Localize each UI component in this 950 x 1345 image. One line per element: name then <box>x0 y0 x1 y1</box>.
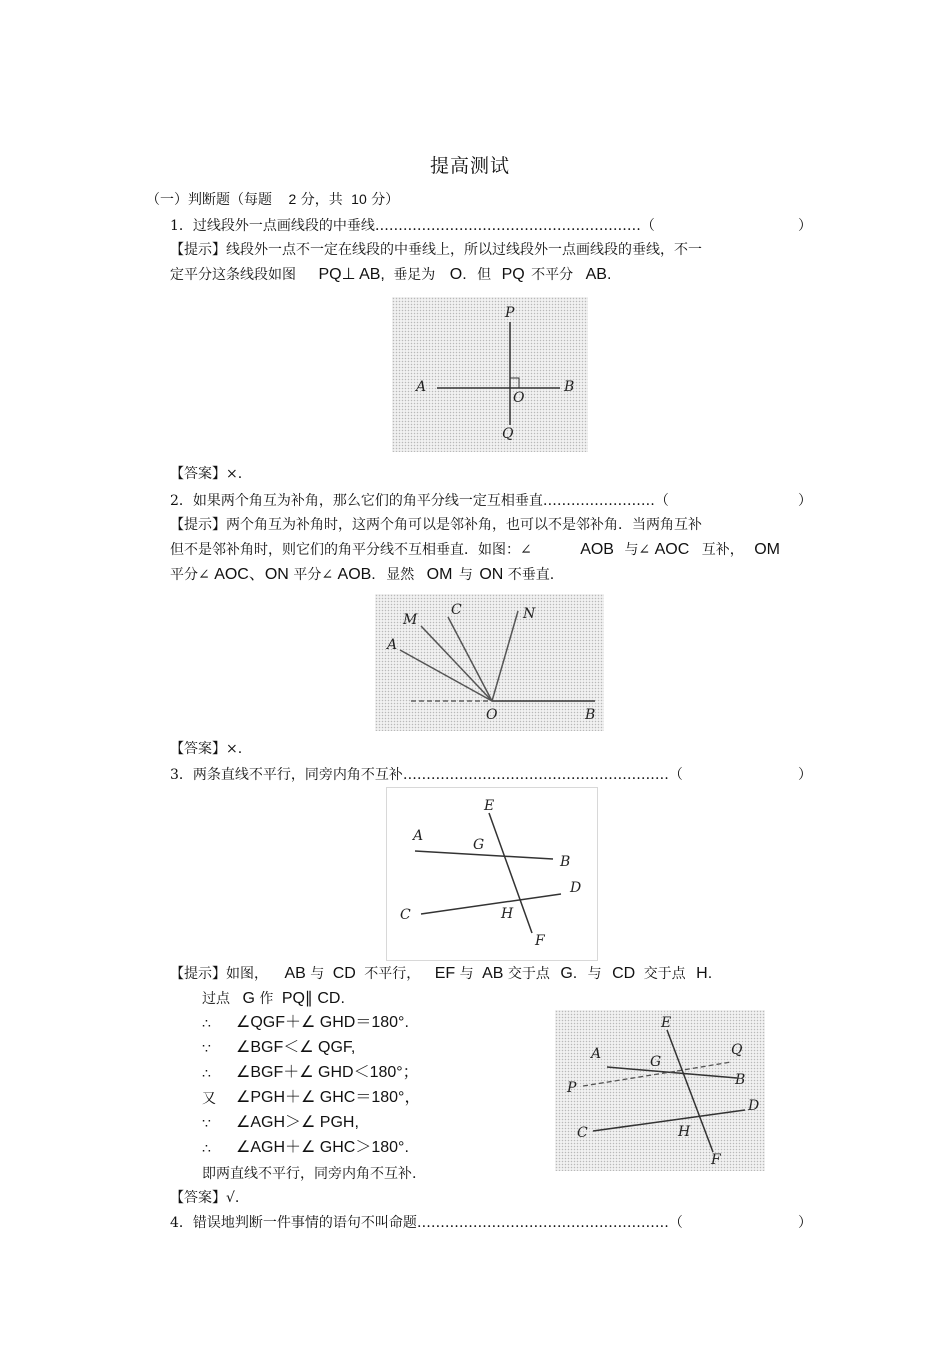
label-p: P <box>505 305 515 321</box>
q3-hint-text: 交于点 <box>507 966 550 982</box>
q3-hint-line2 <box>202 990 345 1008</box>
figure-transversal-parallel <box>555 1010 765 1171</box>
label-p: P <box>567 1080 577 1096</box>
label-h: H <box>678 1124 691 1140</box>
figure-transversal-parallel-svg <box>555 1010 765 1171</box>
section-prefix: （一）判断题（每题 <box>146 192 272 208</box>
proof-line <box>202 1114 359 1133</box>
q2-hint-aob: AOB <box>580 541 614 558</box>
label-m: M <box>403 612 418 628</box>
q1-hint-line1: 【提示】线段外一点不一定在线段的中垂线上，所以过线段外一点画线段的垂线，不一 <box>170 242 702 258</box>
proof-symbol: ∵ <box>202 1116 211 1132</box>
q2-hint-aoc: AOC <box>654 541 690 558</box>
proof-expression: ∠PGH＋∠ GHC＝180°， <box>236 1089 421 1106</box>
label-e: E <box>661 1015 672 1031</box>
proof-expression: ∠BGF＜∠ QGF, <box>236 1039 356 1056</box>
figure-transversal <box>386 787 598 961</box>
q3-hint-cd: CD <box>612 965 636 982</box>
q2-stem: 2．如果两个角互为补角，那么它们的角平分线一定互相垂直……………………（ <box>170 493 669 509</box>
q2-hint-aoc-on: AOC、ON <box>214 566 289 583</box>
q1-paren-close: ） <box>798 218 812 234</box>
label-h: H <box>501 906 514 922</box>
q1-hint-text: 垂足为 <box>393 267 436 283</box>
label-a: A <box>413 828 424 844</box>
q2-hint-text: 显然 <box>386 567 415 583</box>
q1-stem: 1．过线段外一点画线段的中垂线…………………………………………………（ <box>170 218 655 234</box>
q2-paren-close: ） <box>798 493 812 509</box>
q2-hint-line2 <box>170 541 780 559</box>
q2-hint-text: 与 <box>458 567 473 583</box>
q2-hint-line1: 【提示】两个角互为补角时，这两个角可以是邻补角，也可以不是邻补角．当两角互补 <box>170 517 702 533</box>
proof-symbol: ∴ <box>202 1141 211 1157</box>
proof-expression: ∠AGH＞∠ PGH, <box>236 1114 359 1131</box>
label-a: A <box>591 1046 602 1062</box>
section-total: 10 <box>351 191 367 207</box>
q3-hint-text: 不平行， <box>364 966 421 982</box>
proof-line <box>202 1039 356 1058</box>
q2-hint-text: 平分∠ <box>170 567 210 583</box>
label-c: C <box>577 1125 588 1141</box>
label-b: B <box>735 1072 746 1088</box>
q4-paren-close: ） <box>798 1215 812 1231</box>
q3-hint-pq-cd: PQ∥ CD. <box>281 990 345 1007</box>
q1-hint-text: 但 <box>477 267 492 283</box>
section-unit2: 分） <box>371 192 400 208</box>
label-c: C <box>400 907 411 923</box>
figure-angle-bisectors <box>375 594 604 731</box>
label-f: F <box>711 1152 721 1168</box>
page-title: 提高测试 <box>430 155 511 177</box>
label-f: F <box>535 933 545 949</box>
q2-hint-text: 互补， <box>701 542 744 558</box>
q3-hint-text: 与 <box>310 966 325 982</box>
q2-hint-aob: AOB. <box>337 566 376 583</box>
q3-hint-g: G <box>242 990 255 1007</box>
q2-hint-on: ON <box>479 566 504 583</box>
q3-hint-text: 过点 <box>202 991 230 1007</box>
q2-hint-om: OM <box>426 566 453 583</box>
q3-hint-text: 【提示】如图， <box>170 966 268 982</box>
q3-hint-line1 <box>170 965 712 983</box>
q1-hint-text: 不平分 <box>531 267 574 283</box>
label-d: D <box>748 1098 760 1114</box>
proof-symbol: 又 <box>202 1091 216 1107</box>
q2-hint-line3 <box>170 566 554 584</box>
q1-hint-pq-ab: PQ⊥ AB, <box>318 266 385 283</box>
label-o: O <box>486 707 498 723</box>
q2-hint-text: 平分∠ <box>293 567 334 583</box>
label-b: B <box>585 707 596 723</box>
proof-symbol: ∴ <box>202 1066 211 1082</box>
figure-perpendicular-svg <box>392 297 588 452</box>
q3-hint-text: 与 <box>587 966 602 982</box>
q3-hint-h: H. <box>696 965 713 982</box>
label-q: Q <box>502 426 514 442</box>
section-points: 2 <box>288 191 297 207</box>
q3-stem: 3．两条直线不平行，同旁内角不互补…………………………………………………（ <box>170 767 683 783</box>
q2-hint-text: 但不是邻补角时，则它们的角平分线不互相垂直．如图：∠ <box>170 542 532 558</box>
label-b: B <box>560 854 571 870</box>
proof-symbol: ∴ <box>202 1016 211 1032</box>
label-g: G <box>473 837 485 853</box>
proof-line <box>202 1014 409 1033</box>
label-a: A <box>387 637 398 653</box>
q2-hint-text: 与∠ <box>624 542 651 558</box>
section-header <box>146 190 399 209</box>
proof-symbol: ∵ <box>202 1041 211 1057</box>
q3-conclusion: 即两直线不平行，同旁内角不互补. <box>202 1166 417 1182</box>
proof-line <box>202 1139 409 1158</box>
q1-answer: 【答案】×. <box>170 466 243 482</box>
q3-hint-cd: CD <box>332 965 356 982</box>
label-n: N <box>523 606 536 622</box>
q3-answer: 【答案】√. <box>170 1190 240 1206</box>
q1-hint-line2 <box>170 266 611 284</box>
q2-hint-om: OM <box>754 541 780 558</box>
q3-hint-ab: AB <box>482 965 504 982</box>
q3-hint-ef: EF <box>434 965 456 982</box>
proof-expression: ∠QGF＋∠ GHD＝180°. <box>236 1014 409 1031</box>
q1-hint-o: O. <box>449 266 467 283</box>
label-g: G <box>650 1054 662 1070</box>
q3-hint-g: G. <box>560 965 578 982</box>
q4-stem: 4．错误地判断一件事情的语句不叫命题………………………………………………（ <box>170 1215 683 1231</box>
q3-hint-ab: AB <box>284 965 306 982</box>
proof-line <box>202 1064 419 1083</box>
figure-angle-bisectors-svg <box>375 594 604 731</box>
label-d: D <box>570 880 582 896</box>
label-b: B <box>564 379 575 395</box>
label-a: A <box>416 379 427 395</box>
figure-perpendicular <box>392 297 588 452</box>
q3-paren-close: ） <box>798 767 812 783</box>
figure-transversal-svg <box>387 788 597 960</box>
proof-expression: ∠BGF＋∠ GHD＜180°； <box>236 1064 419 1081</box>
label-o: O <box>513 390 525 406</box>
proof-line <box>202 1089 421 1108</box>
q1-hint-text: 定平分这条线段如图 <box>170 267 296 283</box>
label-q: Q <box>731 1042 743 1058</box>
label-e: E <box>484 798 495 814</box>
section-unit1: 分，共 <box>300 192 343 208</box>
q2-answer: 【答案】×. <box>170 741 243 757</box>
q3-hint-text: 交于点 <box>643 966 686 982</box>
q1-hint-pq: PQ <box>501 266 525 283</box>
proof-expression: ∠AGH＋∠ GHC＞180°. <box>236 1139 409 1156</box>
label-c: C <box>451 602 462 618</box>
q3-hint-text: 作 <box>259 991 274 1007</box>
q3-hint-text: 与 <box>459 966 474 982</box>
q1-hint-ab: AB. <box>585 266 612 283</box>
q2-hint-text: 不垂直. <box>507 567 555 583</box>
